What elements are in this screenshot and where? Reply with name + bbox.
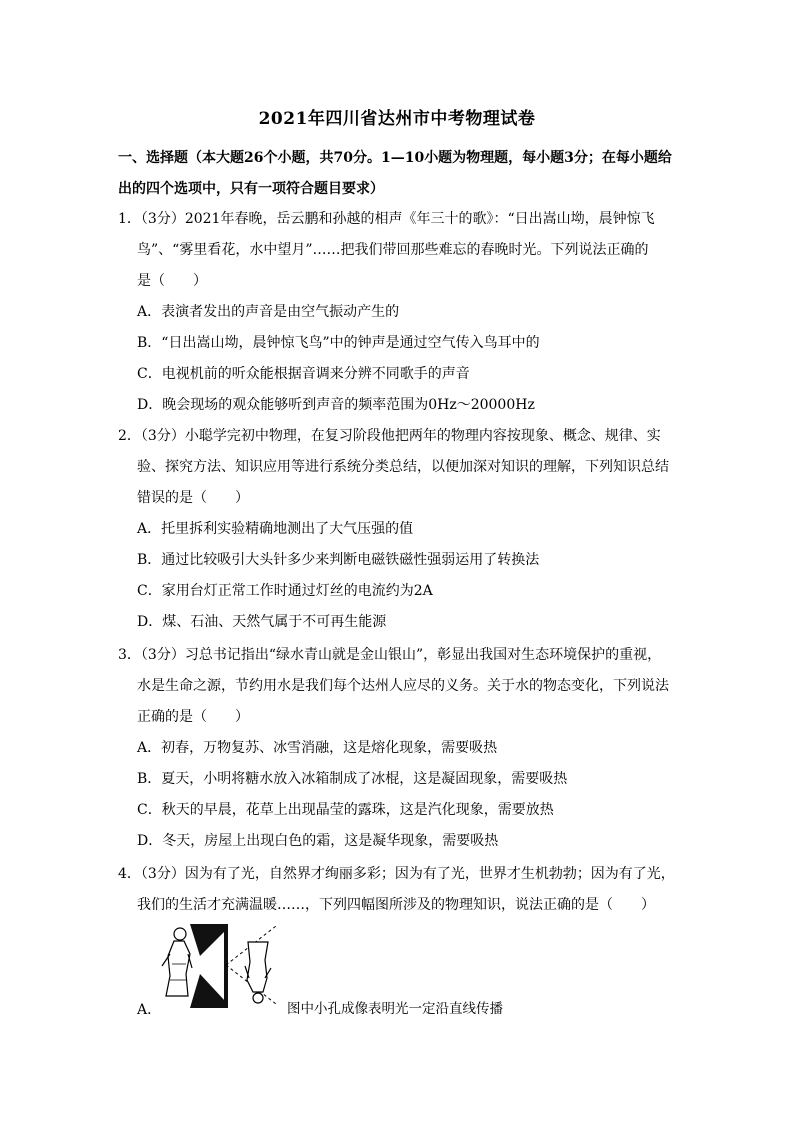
question-2-option-d: D．煤、石油、天然气属于不可再生能源 bbox=[137, 614, 387, 630]
section-heading bbox=[118, 143, 678, 205]
page-title: 2021年四川省达州市中考物理试卷 bbox=[258, 109, 536, 129]
figure-caption: 图中小孔成像表明光一定沿直线传播 bbox=[287, 1001, 503, 1017]
question-3-option-d: D．冬天，房屋上出现白色的霜，这是凝华现象，需要吸热 bbox=[137, 833, 499, 849]
question-3-option-b: B．夏天，小明将糖水放入冰箱制成了冰棍，这是凝固现象，需要吸热 bbox=[137, 771, 568, 787]
question-3-stem-line: 3．（3分）习总书记指出“绿水青山就是金山银山”，彰显出我国对生态环境保护的重视， bbox=[118, 647, 662, 663]
question-1-stem-line: 鸟”、“雾里看花，水中望月”……把我们带回那些难忘的春晚时光。下列说法正确的 bbox=[137, 242, 649, 258]
pinhole-figure bbox=[158, 924, 288, 1008]
question-1-option-a: A．表演者发出的声音是由空气振动产生的 bbox=[137, 304, 400, 320]
question-2-option-b: B．通过比较吸引大头针多少来判断电磁铁磁性强弱运用了转换法 bbox=[137, 552, 540, 568]
barrier-bottom bbox=[190, 974, 226, 1008]
question-3-stem-line: 正确的是（ ） bbox=[137, 709, 249, 725]
question-1-option-d: D．晚会现场的观众能够听到声音的频率范围为0Hz～20000Hz bbox=[137, 397, 535, 413]
question-1-stem-line: 1．（3分）2021年春晚，岳云鹏和孙越的相声《年三十的歌》：“日出嵩山坳，晨钟惊飞 bbox=[118, 211, 655, 227]
question-2-option-a: A．托里拆利实验精确地测出了大气压强的值 bbox=[137, 521, 414, 537]
question-2-stem-line: 2．（3分）小聪学完初中物理，在复习阶段他把两年的物理内容按现象、概念、规律、实 bbox=[118, 428, 661, 444]
question-2-stem-line: 错误的是（ ） bbox=[137, 490, 249, 506]
question-3-option-a: A．初春，万物复苏、冰雪消融，这是熔化现象，需要吸热 bbox=[137, 740, 498, 756]
question-4-option-a: A． bbox=[137, 1002, 162, 1018]
question-2-stem-line: 验、探究方法、知识应用等进行系统分类总结，以便加深对知识的理解，下列知识总结 bbox=[137, 459, 669, 475]
inverted-person bbox=[245, 942, 271, 1003]
barrier-top bbox=[190, 924, 226, 956]
question-1-option-c: C．电视机前的听众能根据音调来分辨不同歌手的声音 bbox=[137, 366, 470, 382]
question-1-stem-line: 是（ ） bbox=[137, 273, 207, 289]
section-heading-line: 出的四个选项中，只有一项符合题目要求） bbox=[118, 181, 384, 197]
upright-person bbox=[162, 928, 192, 996]
section-heading-line: 一、选择题（本大题26个小题，共70分。1—10小题为物理题，每小题3分；在每小题给 bbox=[118, 150, 672, 166]
question-3-stem-line: 水是生命之源，节约用水是我们每个达州人应尽的义务。关于水的物态变化，下列说法 bbox=[137, 678, 669, 694]
question-2-option-c: C．家用台灯正常工作时通过灯丝的电流约为2A bbox=[137, 583, 433, 599]
question-3-option-c: C．秋天的早晨，花草上出现晶莹的露珠，这是汽化现象，需要放热 bbox=[137, 802, 554, 818]
question-4-stem-line: 我们的生活才充满温暖……，下列四幅图所涉及的物理知识，说法正确的是（ ） bbox=[137, 897, 655, 913]
question-1-option-b: B．“日出嵩山坳，晨钟惊飞鸟”中的钟声是通过空气传入鸟耳中的 bbox=[137, 335, 540, 351]
question-4-stem-line: 4．（3分）因为有了光，自然界才绚丽多彩；因为有了光，世界才生机勃勃；因为有了光， bbox=[118, 866, 675, 882]
